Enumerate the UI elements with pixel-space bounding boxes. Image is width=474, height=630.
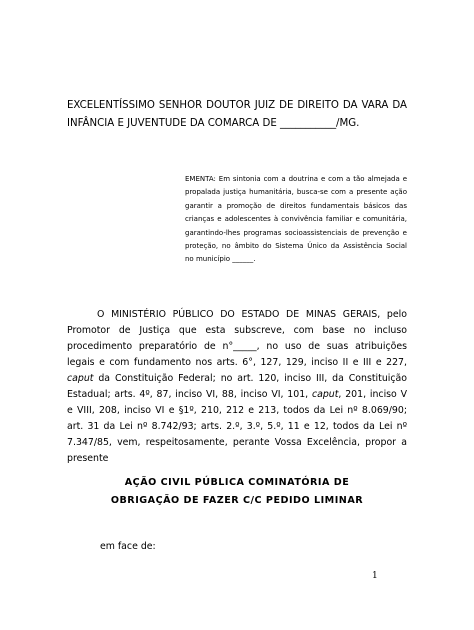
face-label: em face de: [100,541,156,552]
action-title [67,474,407,510]
body-line: art. 31 da Lei nº 8.742/93; arts. 2.º, 3.º, 5.º, 11 e 12, todos da Lei nº [67,421,407,432]
ementa-line: EMENTA: Em sintonia com a doutrina e com a tão almejada e [185,175,407,183]
ementa-line: garantindo-lhes programas socioassistenciais de prevenção e [185,228,407,237]
caput-italic: caput [311,389,339,400]
body-line: O MINISTÉRIO PÚBLICO DO ESTADO DE MINAS GERAIS, pelo [97,309,407,320]
body-line: presente [67,453,109,464]
ementa-block [185,173,407,267]
body-paragraph [67,307,407,467]
ementa-line: garantir a promoção de direitos fundamentais básicos das [185,201,407,210]
addressee-line-2: INFÂNCIA E JUVENTUDE DA COMARCA DE ___________/MG. [67,118,360,129]
body-line-text: Estadual; arts. 4º, 87, inciso VI, 88, inciso VI, 101, [67,389,312,400]
body-line [67,371,407,387]
body-line: e VIII, 208, inciso VI e §1º, 210, 212 e 213, todos da Lei nº 8.069/90; [67,405,407,416]
page-number: 1 [372,571,378,581]
action-title-line-1: AÇÃO CIVIL PÚBLICA COMINATÓRIA DE [124,477,350,488]
body-line [67,387,407,403]
ementa-line: propalada justiça humanitária, busca-se com a presente ação [185,188,407,197]
ementa-line: no município ______. [185,255,256,264]
addressee-heading [67,97,407,133]
body-line: 7.347/85, vem, respeitosamente, perante Vossa Excelência, propor a [67,437,407,448]
action-title-line-2: OBRIGAÇÃO DE FAZER C/C PEDIDO LIMINAR [110,495,364,506]
body-line-text: da Constituição Federal; no art. 120, inciso III, da Constituição [93,373,407,384]
body-line: procedimento preparatório de n°_____, no uso de suas atribuições [67,341,407,352]
caput-italic: caput [67,373,94,384]
addressee-line-1: EXCELENTÍSSIMO SENHOR DOUTOR JUIZ DE DIREITO DA VARA DA [67,100,407,111]
body-line: legais e com fundamento nos arts. 6°, 127, 129, inciso II e III e 227, [67,357,407,368]
body-line-text: , 201, inciso V [338,389,407,400]
body-line: Promotor de Justiça que esta subscreve, com base no incluso [67,325,407,336]
ementa-line: proteção, no âmbito do Sistema Único da Assistência Social [185,242,407,251]
ementa-line: crianças e adolescentes à convivência familiar e comunitária, [185,215,407,224]
